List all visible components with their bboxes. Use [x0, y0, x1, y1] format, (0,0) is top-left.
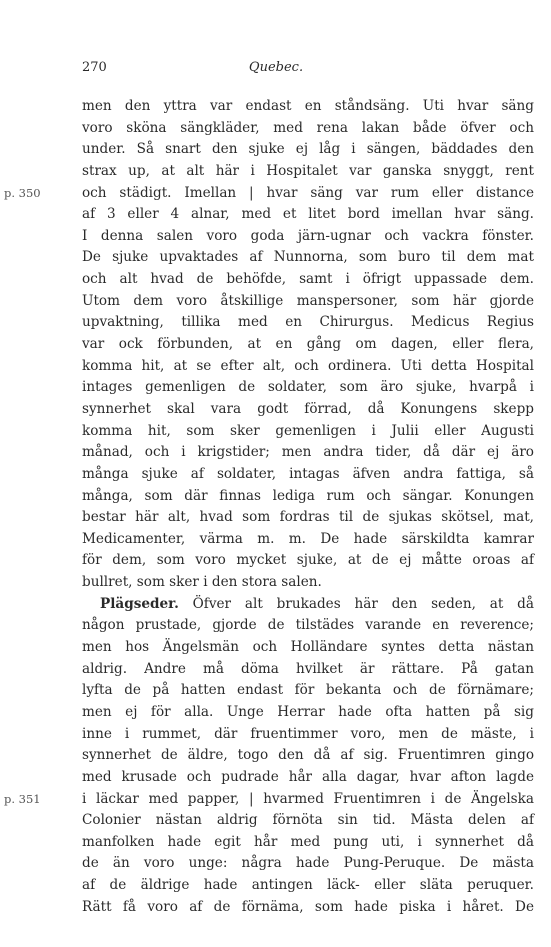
text-line [82, 832, 534, 854]
line-text: men ej för alla. Unge Herrar hade ofta hatten på sig [82, 703, 534, 720]
line-text: bestar här alt, hvad som fordras til de sjukas skötsel, mat, [82, 509, 534, 526]
line-text: månad, och i krigstider; men andra tider, då där ej äro [82, 444, 534, 461]
line-text: aldrig. Andre må döma hvilket är rättare. På gatan [82, 660, 534, 677]
text-line [82, 724, 534, 746]
text-line [82, 897, 534, 919]
text-line [82, 204, 534, 226]
text-line [82, 529, 534, 551]
text-line [82, 594, 534, 616]
text-line [82, 486, 534, 508]
line-text: intages gemenligen de soldater, som äro sjuke, hvarpå i [82, 379, 534, 396]
text-line [82, 745, 534, 767]
text-line [82, 399, 534, 421]
line-text: Rätt få voro af de förnäma, som hade piska i håret. De [82, 898, 534, 915]
text-line [82, 875, 534, 897]
text-line [82, 464, 534, 486]
line-text: för dem, som voro mycket sjuke, at de ej måtte oroas af [82, 552, 534, 569]
line-text: strax up, at alt här i Hospitalet var ganska snyggt, rent [82, 162, 534, 179]
line-text: under. Så snart den sjuke ej låg i sängen, bäddades den [82, 141, 534, 158]
line-text: inne i rummet, där fruentimmer voro, men de mäste, i [82, 725, 534, 742]
line-text: Colonier nästan aldrig förnöta sin tid. Mästa delen af [82, 812, 534, 829]
line-text: med krusade och pudrade hår alla dagar, hvar afton lagde [82, 768, 534, 785]
page-number: 270 [82, 60, 107, 75]
text-line [82, 377, 534, 399]
running-title: Quebec. [248, 60, 304, 75]
line-text: Öfver alt brukades här den seden, at då [178, 595, 534, 612]
text-line [82, 421, 534, 443]
text-line [82, 572, 534, 594]
line-text: komma hit, som sker gemenligen i Julii eller Augusti [82, 422, 534, 439]
line-text: och alt hvad de behöfde, samt i öfrigt uppassade dem. [82, 271, 534, 288]
line-text: någon prustade, gjorde de tilstädes varande en reverence; [82, 617, 534, 634]
text-line [82, 659, 534, 681]
text-line [82, 637, 534, 659]
line-text: komma hit, at se efter alt, och ordinera. Uti detta Hospital [82, 357, 534, 374]
text-line [82, 334, 534, 356]
text-line [82, 312, 534, 334]
text-line [82, 139, 534, 161]
line-text: var ock förbunden, at en gång om dagen, eller flera, [82, 336, 534, 353]
line-text: men den yttra var endast en ståndsäng. Uti hvar säng [82, 98, 534, 114]
text-line [82, 118, 534, 140]
text-line [82, 291, 534, 313]
section-heading: Plägseder. [100, 595, 179, 612]
text-line [82, 247, 534, 269]
line-text: af de äldrige hade antingen läck- eller släta peruquer. [82, 877, 534, 894]
line-text: synnerhet skal vara godt förrad, då Konungens skepp [82, 400, 534, 417]
line-text: men hos Ängelsmän och Holländare syntes detta nästan [82, 639, 534, 656]
line-text: manfolken hade egit hår med pung uti, i synnerhet då [82, 833, 534, 850]
body-text [4, 96, 534, 918]
text-line [82, 269, 534, 291]
text-line [4, 183, 534, 205]
text-line [82, 161, 534, 183]
line-text: I denna salen voro goda järn-ugnar och vackra fönster. [82, 227, 534, 244]
line-text: många, som där finnas lediga rum och sängar. Konungen [82, 487, 534, 504]
line-text: voro sköna sängkläder, med rena lakan både öfver och [82, 119, 534, 136]
text-line [4, 789, 534, 811]
text-line [82, 96, 534, 118]
line-text: af 3 eller 4 alnar, med et litet bord imellan hvar säng. [82, 206, 534, 223]
line-text: upvaktning, tillika med en Chirurgus. Medicus Regius [82, 314, 534, 331]
text-line [82, 810, 534, 832]
text-line [82, 615, 534, 637]
text-line [82, 550, 534, 572]
text-line [82, 680, 534, 702]
running-head [82, 60, 470, 80]
line-text: Medicamenter, värma m. m. De hade särskildta kamrar [82, 530, 534, 547]
line-text: många sjuke af soldater, intagas äfven andra fattiga, så [82, 465, 534, 482]
text-line [82, 442, 534, 464]
line-text: de än voro unge: några hade Pung-Peruque. De mästa [82, 855, 534, 872]
text-line [82, 767, 534, 789]
text-line [82, 507, 534, 529]
line-text: De sjuke upvaktades af Nunnorna, som buro til dem mat [82, 249, 534, 266]
text-line [82, 853, 534, 875]
line-text: bullret, som sker i den stora salen. [82, 574, 322, 591]
text-line [82, 356, 534, 378]
text-line [82, 226, 534, 248]
line-text: synnerhet de äldre, togo den då af sig. Fruentimren gingo [82, 747, 534, 764]
margin-page-reference: p. 351 [4, 791, 41, 806]
line-text: lyfta de på hatten endast för bekanta och de förnämare; [82, 682, 534, 699]
text-line [82, 702, 534, 724]
line-text: i läckar med papper, | hvarmed Fruentimren i de Ängelska [82, 790, 534, 807]
line-text: och städigt. Imellan | hvar säng var rum eller distance [82, 184, 534, 201]
line-text: Utom dem voro åtskillige manspersoner, som här gjorde [82, 292, 534, 309]
margin-page-reference: p. 350 [4, 185, 41, 200]
